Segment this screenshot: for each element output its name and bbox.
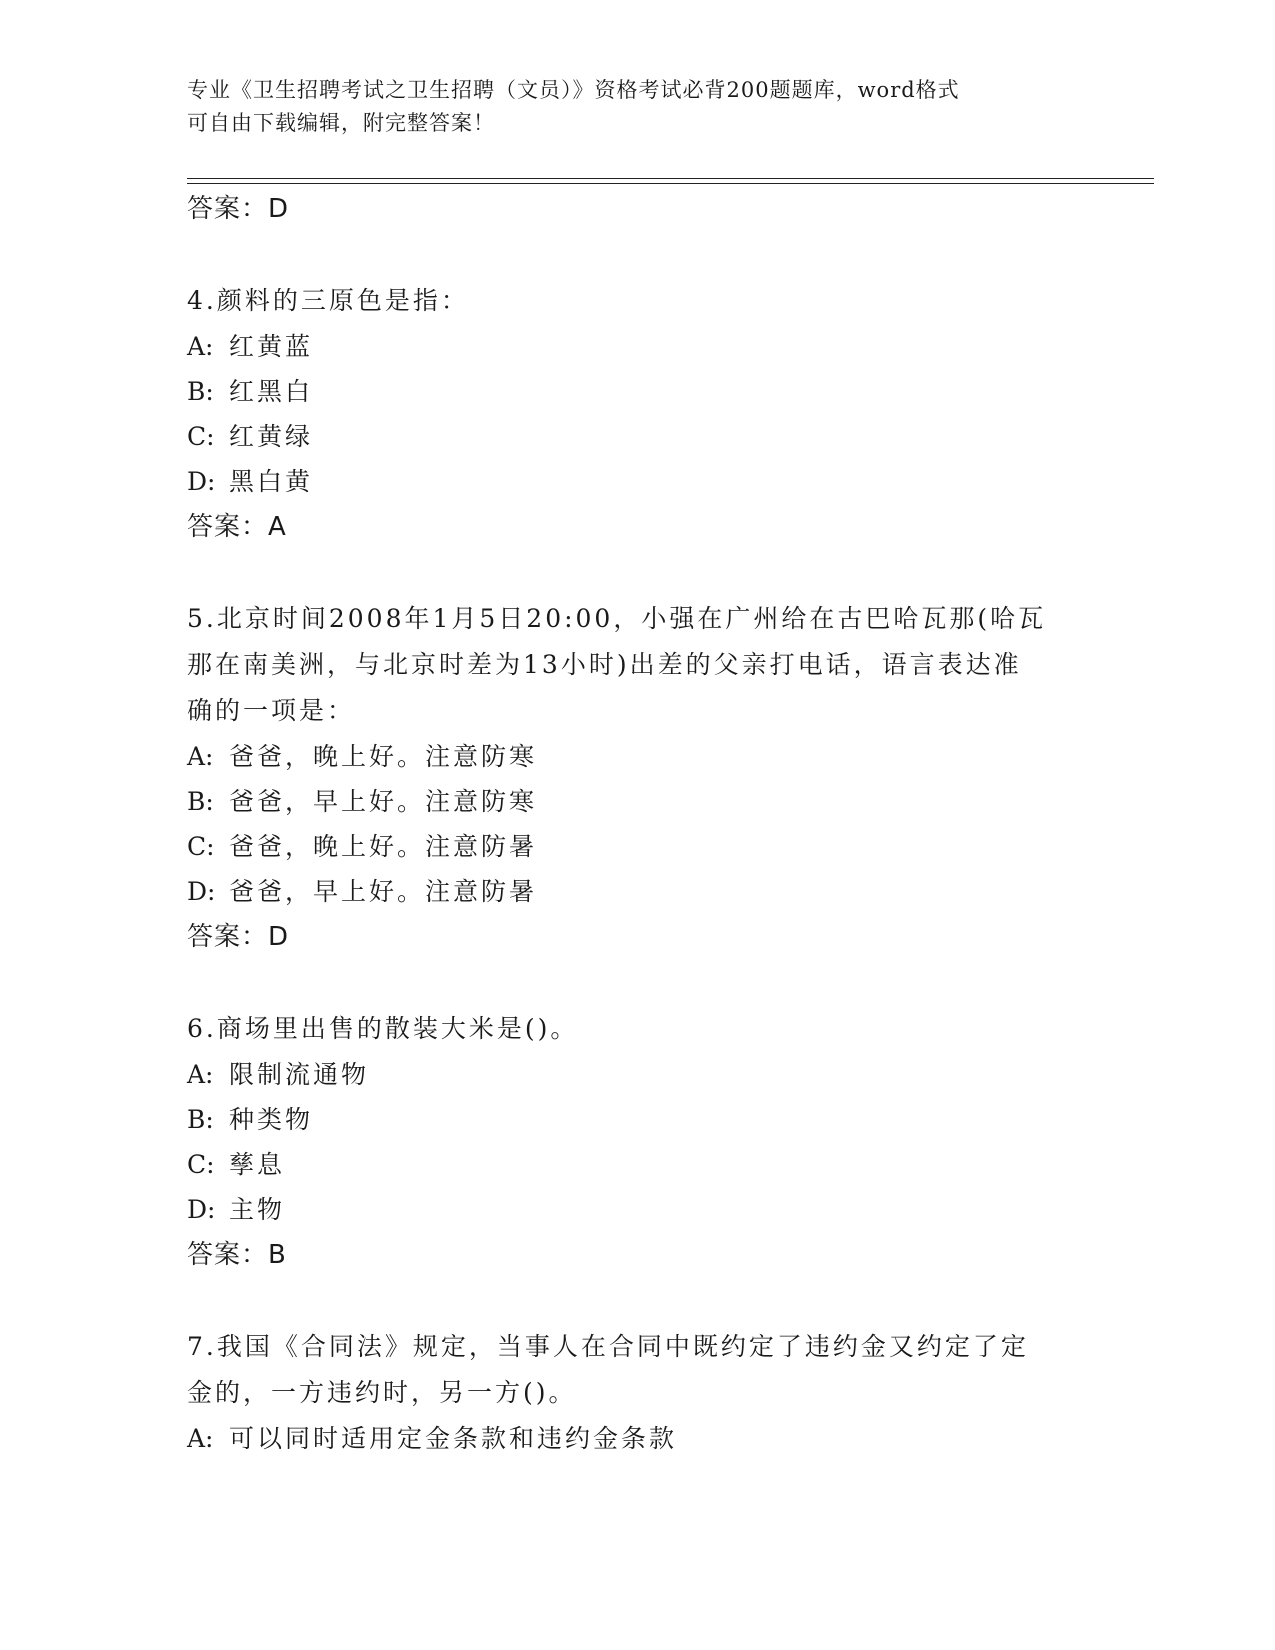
option-key: C: [187,832,215,861]
option-text: 爸爸，早上好。注意防寒 [229,787,538,816]
option-key: D: [187,1195,216,1224]
option-line [187,414,1087,459]
question-text: 4.颜料的三原色是指： [187,286,469,315]
question-block [187,1324,1087,1461]
option-key: A: [187,1060,214,1089]
option-text: 种类物 [229,1105,314,1134]
option-text: 主物 [229,1195,286,1224]
question-text: 5.北京时间2008年1月5日20:00，小强在广州给在古巴哈瓦那(哈瓦 [187,604,1047,633]
question-text: 6.商场里出售的散装大米是()。 [187,1014,579,1043]
option-key: A: [187,1424,214,1453]
question-text: 7.我国《合同法》规定，当事人在合同中既约定了违约金又约定了定 [187,1332,1029,1361]
question-text: 那在南美洲，与北京时差为13小时)出差的父亲打电话，语言表达准 [187,650,1022,679]
answer-line: 答案：D [187,194,290,224]
document-header [187,74,1087,140]
option-text: 爸爸，晚上好。注意防寒 [229,742,538,771]
option-text: 黑白黄 [229,467,314,496]
question-text: 金的，一方违约时，另一方()。 [187,1378,577,1407]
header-rule-bottom [187,183,1154,184]
header-line-2: 可自由下载编辑，附完整答案！ [187,111,495,135]
option-line [187,324,1087,369]
option-line [187,779,1087,824]
option-key: B: [187,1105,214,1134]
option-line [187,824,1087,869]
spacer [187,232,1087,278]
option-key: C: [187,1150,215,1179]
option-text: 红黄蓝 [229,332,314,361]
question-block [187,596,1087,960]
option-text: 爸爸，早上好。注意防暑 [229,877,538,906]
answer-line: 答案：D [187,922,290,952]
option-key: B: [187,377,214,406]
option-line [187,1052,1087,1097]
option-text: 红黄绿 [229,422,314,451]
option-key: D: [187,877,216,906]
question-text: 确的一项是： [187,696,356,725]
option-line [187,869,1087,914]
answer-line: 答案：B [187,1240,287,1270]
question-block [187,278,1087,550]
answer-line: 答案：A [187,512,287,542]
option-line [187,1187,1087,1232]
option-line [187,459,1087,504]
option-text: 红黑白 [229,377,314,406]
spacer [187,1278,1087,1324]
option-line [187,734,1087,779]
option-key: C: [187,422,215,451]
option-line [187,1142,1087,1187]
option-key: D: [187,467,216,496]
question-list [187,186,1087,1461]
header-rule-top [187,178,1154,179]
spacer [187,550,1087,596]
option-text: 爸爸，晚上好。注意防暑 [229,832,538,861]
header-line-1: 专业《卫生招聘考试之卫生招聘（文员）》资格考试必背200题题库，word格式 [187,78,960,102]
option-text: 可以同时适用定金条款和违约金条款 [229,1424,678,1453]
option-line [187,369,1087,414]
option-key: B: [187,787,214,816]
option-text: 限制流通物 [229,1060,370,1089]
option-line [187,1097,1087,1142]
question-block [187,1006,1087,1278]
option-key: A: [187,742,214,771]
spacer [187,960,1087,1006]
option-key: A: [187,332,214,361]
option-line [187,1416,1087,1461]
option-text: 孳息 [229,1150,286,1179]
